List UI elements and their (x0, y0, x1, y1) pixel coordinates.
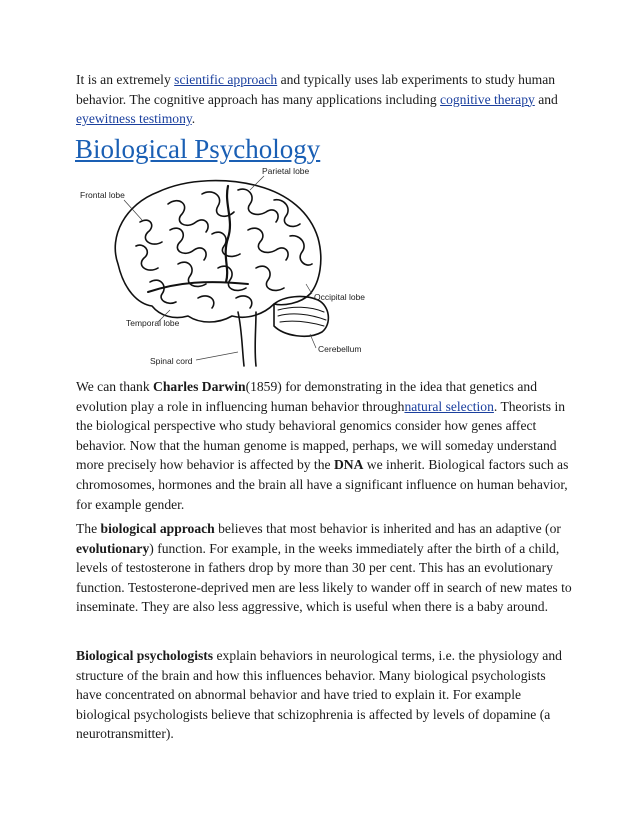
label-spinal-cord: Spinal cord (150, 356, 193, 366)
section-heading[interactable]: Biological Psychology (75, 134, 321, 164)
text-run: and (534, 91, 558, 107)
brain-illustration (78, 164, 398, 368)
label-cerebellum: Cerebellum (318, 344, 362, 354)
text-run: We can thank (76, 379, 154, 394)
label-temporal-lobe: Temporal lobe (126, 318, 180, 328)
bold-text: evolutionary (76, 540, 150, 556)
text-run: The (76, 521, 101, 536)
link-eyewitness-testimony[interactable]: eyewitness testimony (76, 111, 192, 127)
text-run: we inherit. Biological factors such as chromosomes, hormones and the brain all have a significant influence on human behavior, for example gender. (76, 457, 569, 512)
label-parietal-lobe: Parietal lobe (262, 166, 310, 176)
brain-diagram (78, 164, 398, 368)
bold-text: biological approach (100, 521, 215, 536)
biological-approach-paragraph (76, 519, 572, 617)
text-run: . Theorists in the biological perspective who study behavioral genomics consider how genes affect behavior. Now that the human genome is mapped, perhaps, we will someday understand more precisely how behavior is affected by the (76, 398, 566, 473)
label-frontal-lobe: Frontal lobe (80, 190, 125, 200)
text-run: believes that most behavior is inherited and has an adaptive (or (214, 521, 561, 536)
label-occipital-lobe: Occipital lobe (314, 292, 366, 302)
link-natural-selection[interactable]: natural selection (404, 398, 494, 414)
text-run: explain behaviors in neurological terms, i.e. the physiology and structure of the brain and how this influences behavior. Many biological psychologists have concentrated on abnormal behavior and have tried to explain it. For example biological psychologists believe that schizophrenia is affected by levels of dopamine (a neurotransmitter). (76, 648, 562, 742)
link-cognitive-therapy[interactable]: cognitive therapy (440, 91, 535, 107)
bold-text: Charles Darwin (153, 379, 246, 394)
link-scientific-approach[interactable]: scientific approach (174, 72, 278, 87)
text-run: and typically uses lab experiments to study human behavior. The cognitive approach has many applications including (76, 72, 556, 107)
brain-outline (115, 181, 328, 366)
text-run: . (191, 111, 196, 127)
text-run: It is an extremely (76, 72, 175, 87)
text-run: ) function. For example, in the weeks immediately after the birth of a child, levels of testosterone in fathers drop by more than 30 per cent. This has an evolutionary function. Testosterone-deprived men are less likely to wander off in search of new mates to inseminate. They are also less aggressive, which is useful when there is a baby around. (76, 540, 572, 615)
bold-text: DNA (333, 457, 364, 473)
text-run: (1859) for demonstrating in the idea that genetics and evolution play a role in influencing human behavior through (76, 379, 537, 414)
label-leaders (124, 176, 316, 360)
bold-text: Biological psychologists (76, 648, 214, 663)
darwin-paragraph (76, 377, 572, 514)
intro-paragraph (76, 70, 572, 129)
biological-psychologists-paragraph (76, 646, 572, 744)
